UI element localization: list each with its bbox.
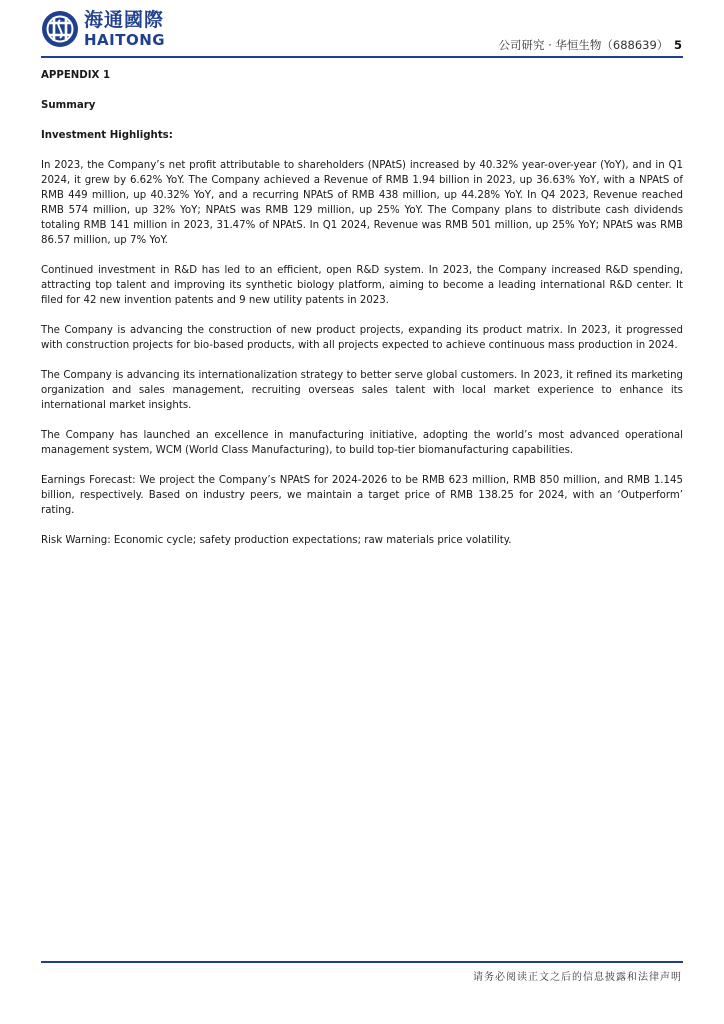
paragraph-manufacturing: The Company has launched an excellence in manufacturing initiative, adopting the world’s most advanced operational management system, WCM (World Class Manufacturing), to build top-tier biomanufacturing capabilities. bbox=[41, 430, 683, 456]
report-header bbox=[498, 37, 682, 53]
appendix-title: APPENDIX 1 bbox=[41, 70, 111, 81]
paragraph-rnd: Continued investment in R&D has led to an efficient, open R&D system. In 2023, the Company increased R&D spending, attracting top talent and improving its synthetic biology platform, aiming to become a leading international R&D center. It filed for 42 new invention patents and 9 new utility patents in 2023. bbox=[41, 265, 683, 306]
footer-divider bbox=[41, 961, 683, 963]
header-divider bbox=[41, 56, 683, 58]
paragraph-new-products: The Company is advancing the construction of new product projects, expanding its product matrix. In 2023, it progressed with construction projects for bio-based products, with all projects expected to achieve continuous mass production in 2024. bbox=[41, 325, 683, 351]
footer-disclaimer: 请务必阅读正文之后的信息披露和法律声明 bbox=[473, 972, 682, 983]
page-number: 5 bbox=[673, 38, 682, 52]
document-body bbox=[41, 68, 683, 563]
paragraph-risk-warning: Risk Warning: Economic cycle; safety production expectations; raw materials price volatility. bbox=[41, 535, 512, 546]
haitong-emblem-icon bbox=[40, 9, 80, 49]
report-type: 公司研究 · 华恒生物（688639） bbox=[498, 38, 669, 52]
paragraph-financial-results: In 2023, the Company’s net profit attributable to shareholders (NPAtS) increased by 40.32% year-over-year (YoY), and in Q1 2024, it grew by 6.62% YoY. The Company achieved a Revenue of RMB 1.94 billion in 2023, up 36.63% YoY, with a NPAtS of RMB 449 million, up 40.32% YoY, and a recurring NPAtS of RMB 438 million, up 44.28% YoY. In Q4 2023, Revenue reached RMB 574 million, up 32% YoY; NPAtS was RMB 129 million, up 25% YoY. The Company plans to distribute cash dividends totaling RMB 141 million in 2023, 31.47% of NPAtS. In Q1 2024, Revenue was RMB 501 million, up 25% YoY; NPAtS was RMB 86.57 million, up 7% YoY. bbox=[41, 160, 683, 246]
haitong-logo bbox=[40, 9, 166, 51]
logo-chinese-name: 海通國際 bbox=[84, 9, 165, 31]
summary-heading: Summary bbox=[41, 100, 96, 111]
paragraph-internationalization: The Company is advancing its internationalization strategy to better serve global customers. In 2023, it refined its marketing organization and sales management, recruiting overseas sales talent with local market experience to enhance its international market insights. bbox=[41, 370, 683, 411]
logo-english-name: HAITONG bbox=[84, 31, 166, 49]
paragraph-earnings-forecast: Earnings Forecast: We project the Company’s NPAtS for 2024-2026 to be RMB 623 million, RMB 850 million, and RMB 1.145 billion, respectively. Based on industry peers, we maintain a target price of RMB 138.25 for 2024, with an ‘Outperform’ rating. bbox=[41, 475, 683, 516]
highlights-heading: Investment Highlights: bbox=[41, 130, 173, 141]
